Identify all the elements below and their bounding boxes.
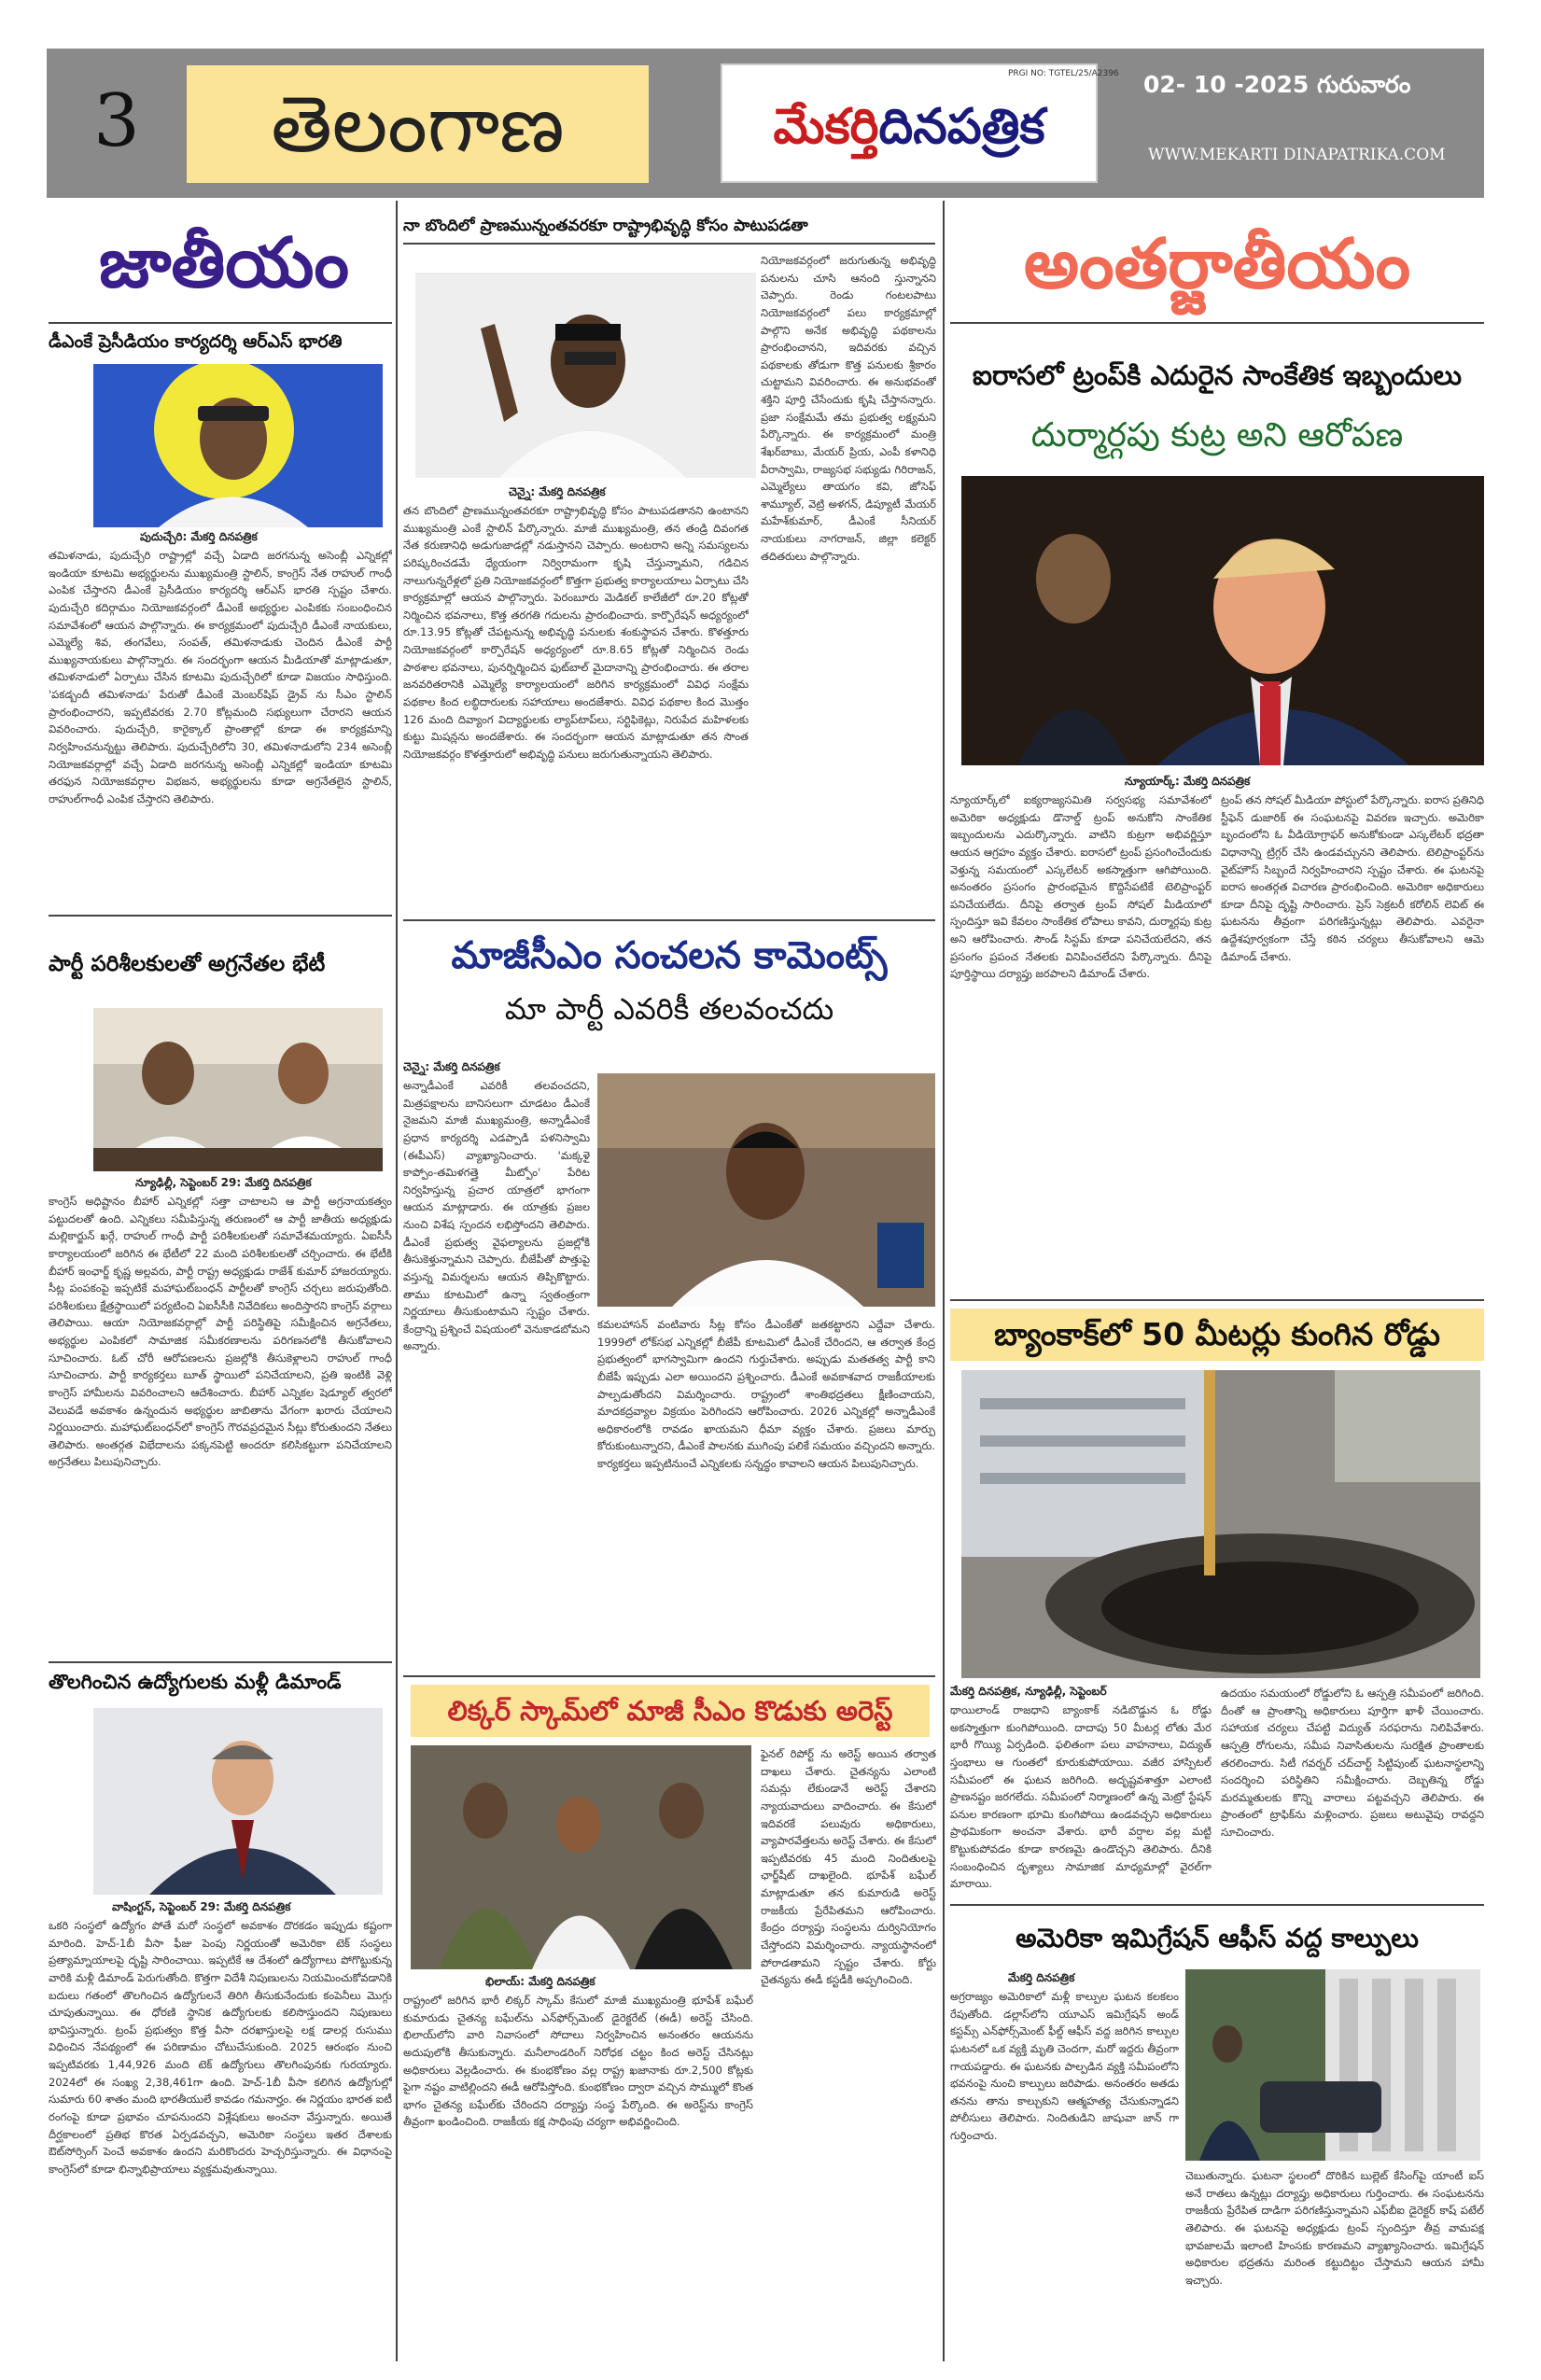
body-layoffs: ఒకరి సంస్థలో ఉద్యోగం పోతే మరో సంస్థలో అవకాశం దొరకడం ఇప్పుడు కష్టంగా మారింది. హెచ్-1బీ వీసా ఫీజు పెంపు నిర్ణయంతో అమెరికా టెక్ సంస్థలు ప్రత్యామ్నాయాలపై దృష్టి సారించాయి. ఇప్పటికే ఆ దేశంలో ఉద్యోగాలు పోగొట్టుకున్న వారికి మళ్లీ డిమాండ్ పెరుగుతోంది. కొత్తగా విదేశీ నిపుణులను నియమించుకోవడానికి బదులు గతంలో తొలగించిన ఉద్యోగులనే తిరిగి తీసుకునేందుకు కంపెనీలు మొగ్గు చూపుతున్నాయి. ఈ ధోరణి స్థానిక ఉద్యోగులకు కలిసొస్తుందని నిపుణులు భావిస్తున్నారు. ట్రంప్ ప్రభుత్వం కొత్త వీసా దరఖాస్తులపై లక్ష డాలర్ల రుసుము విధించిన నేపథ్యంలో ఈ పరిణామం చోటుచేసుకుంది. 2025 ఆరంభం నుంచి ఇప్పటివరకు 1,44,926 మంది టెక్ ఉద్యోగులు తొలగింపునకు గురయ్యారు. 2024లో ఈ సంఖ్య 2,38,461గా ఉంది. హెచ్-1బీ వీసా కలిగిన ఉద్యోగుల్లో సుమారు 60 శాతం మంది భారతీయులే కావడం గమనార్హం. ఈ నిర్ణయం భారత ఐటీ రంగంపై కూడా ప్రభావం చూపనుందని విశ్లేషకులు అంచనా వేస్తున్నారు. అయితే దీర్ఘకాలంలో ప్రతిభ కొరత ఏర్పడవచ్చని, అమెరికా సంస్థలు ఇతర దేశాలకు ఔట్‌సోర్సింగ్ పెంచే అవకాశం ఉందని మరికొందరు హెచ్చరిస్తున్నారు. ఈ విధానంపై కాంగ్రెస్‌లో కూడా భిన్నాభిప్రాయాలు వ్యక్తమవుతున్నాయి. [49,1919,392,2176]
logo-text-blue: దినపత్రిక [878,99,1045,155]
headline-trump: ఐరాసలో ట్రంప్‌కి ఎదురైన సాంకేతిక ఇబ్బందులు [972,359,1463,391]
divider [950,322,1484,324]
prgi-number: PRGI NO: TGTEL/25/A2396 [1008,69,1119,78]
body-eps-a: అన్నాడీఎంకే ఎవరికీ తలవంచదని, మిత్రపక్షాలను బానిసలుగా చూడటం డీఎంకే నైజమని మాజీ ముఖ్యమంత్రి, అన్నాడీఎంకే ప్రధాన కార్యదర్శి ఎడప్పాడి పళనిస్వామి (ఈపీఎస్) వ్యాఖ్యానించారు. 'మక్కళై కాప్పోం-తమిళగత్తై మీట్పోం' పేరిట నిర్వహిస్తున్న ప్రచార యాత్రలో భాగంగా ఆయన మాట్లాడారు. ఈ యాత్రకు ప్రజల నుంచి విశేష స్పందన లభిస్తోందని తెలిపారు. డీఎంకే ప్రభుత్వ వైఫల్యాలను ప్రజల్లోకి తీసుకెళ్తున్నామని చెప్పారు. బీజేపీతో పొత్తుపై వస్తున్న విమర్శలను ఆయన తిప్పికొట్టారు. తాము కూటమిలో ఉన్నా స్వతంత్రంగా నిర్ణయాలు తీసుకుంటామని స్పష్టం చేశారు. కేంద్రాన్ని ప్రశ్నించే విషయంలో వెనుకాడబోమని అన్నారు. [403,1079,590,1353]
photo-arrest [411,1745,751,1969]
headline-liquor-scam: లిక్కర్ స్కామ్‌లో మాజీ సీఎం కొడుకు అరెస్ట్ [411,1685,930,1737]
photo-immigration [1185,1969,1480,2161]
headline-bangkok: బ్యాంకాక్‌లో 50 మీటర్లు కుంగిన రోడ్డు [950,1309,1484,1361]
body-bangkok-a: థాయిలాండ్ రాజధాని బ్యాంకాక్ నడిబొడ్డున ఓ రోడ్డు అకస్మాత్తుగా కుంగిపోయింది. దాదాపు 50 మీటర్ల లోతు మేర భారీ గొయ్యి ఏర్పడింది. ఫలితంగా పలు వాహనాలు, విద్యుత్ స్తంభాలు ఆ గుంతలో కూరుకుపోయాయి. వజీర హాస్పిటల్ సమీపంలో ఈ ఘటన జరిగింది. అదృష్టవశాత్తూ ఎలాంటి ప్రాణనష్టం జరగలేదు. సమీపంలో నిర్మాణంలో ఉన్న మెట్రో స్టేషన్ పనుల కారణంగా భూమి కుంగిపోయి ఉండవచ్చని అధికారులు ప్రాథమికంగా అంచనా వేశారు. భారీ వర్షాల వల్ల మట్టి కొట్టుకుపోవడం కూడా కారణమై ఉండొచ్చని తెలిపారు. దీనికి సంబంధించిన దృశ్యాలు సామాజిక మాధ్యమాల్లో వైరల్‌గా మారాయి. [950,1703,1212,1891]
website-link[interactable]: WWW.MEKARTI DINAPATRIKA.COM [1148,146,1446,164]
body-immigration-b: చెబుతున్నారు. ఘటనా స్థలంలో దొరికిన బుల్లెట్ కేసింగ్‌పై యాంటీ ఐస్ అనే రాతలు ఉన్నట్లు దర్యాప్తు అధికారులు గుర్తించారు. ఈ సంఘటనను రాజకీయ ప్రేరేపిత దాడిగా పరిగణిస్తున్నామని ఎఫ్‌బీఐ డైరెక్టర్ కాష్ పటేల్ తెలిపారు. ఈ ఘటనపై అధ్యక్షుడు ట్రంప్ స్పందిస్తూ తీవ్ర వామపక్ష భావజాలమే ఇలాంటి హింసకు కారణమని వ్యాఖ్యానించారు. ఇమిగ్రేషన్ అధికారుల భద్రతను మరింత కట్టుదిట్టం చేస్తామని ఆయన హామీ ఇచ్చారు. [1185,2169,1484,2287]
divider [403,919,935,921]
caption-eps: చెన్నై: మేకర్తి దినపత్రిక [403,1060,500,1073]
body-party-meeting: కాంగ్రెస్ అధిష్టానం బీహార్ ఎన్నికల్లో సత్తా చాటాలని ఆ పార్టీ అగ్రనాయకత్వం పట్టుదలతో ఉంది. ఎన్నికలు సమీపిస్తున్న తరుణంలో ఆ పార్టీ జాతీయ అధ్యక్షుడు మల్లికార్జున్ ఖర్గే, రాహుల్ గాంధీ పార్టీ పరిశీలకులతో సమావేశమయ్యారు. ఏఐసీసీ కార్యాలయంలో జరిగిన ఈ భేటీలో 22 మంది పరిశీలకులతో చర్చించారు. ఈ భేటీకి బీహార్ ఇంఛార్జ్ కృష్ణ అల్లవరు, పార్టీ రాష్ట్ర అధ్యక్షుడు రాజేశ్ కుమార్ హాజరయ్యారు. సీట్ల పంపకంపై ఇప్పటికే మహాఘట్‌బంధన్ పార్టీలతో కాంగ్రెస్ చర్చలు జరుపుతోంది. పరిశీలకులు క్షేత్రస్థాయిలో పర్యటించి ఏఐసీసీకి నివేదికలు అందిస్తారని కాంగ్రెస్ వర్గాలు తెలిపాయి. ఆయా నియోజకవర్గాల్లో పార్టీ పరిస్థితిపై సమీక్షించిన అగ్రనేతలు, అభ్యర్థుల ఎంపికలో సామాజిక సమీకరణాలను పరిగణనలోకి తీసుకోవాలని సూచించారు. ఓట్ చోరీ ఆరోపణలను ప్రజల్లోకి తీసుకెళ్లాలని రాహుల్ గాంధీ సూచించారు. పార్టీ కార్యకర్తలు బూత్ స్థాయిలో పనిచేయాలని, ప్రతి ఇంటికి వెళ్లి కాంగ్రెస్ హామీలను వివరించాలని ఆదేశించారు. బీహార్ ఎన్నికల షెడ్యూల్ త్వరలో వెలువడే అవకాశం ఉన్నందున అభ్యర్థుల జాబితాను వేగంగా ఖరారు చేయాలని నిర్ణయించారు. మహాఘట్‌బంధన్‌లో కాంగ్రెస్ గౌరవప్రదమైన సీట్లు కోరుతుందని నేతలు తెలిపారు. అంతర్గత విభేదాలను పక్కనపెట్టి అందరూ కలిసికట్టుగా పనిచేయాలని అగ్రనేతలు పిలుపునిచ్చారు. [49,1195,392,1469]
photo-trump [961,476,1484,765]
divider [49,322,392,324]
caption-immigration: మేకర్తి దినపత్రిక [1008,1971,1075,1984]
divider [950,1904,1484,1906]
logo-text-red: మేకర్తి [773,99,879,155]
section-international: అంతర్జాతీయం [1023,224,1411,304]
body-trump-a: న్యూయార్క్‌లో ఐక్యరాజ్యసమితి సర్వసభ్య సమావేశంలో అమెరికా అధ్యక్షుడు డొనాల్డ్ ట్రంప్ అనుకోని సాంకేతిక ఇబ్బందులను ఎదుర్కొన్నారు. వాటిని కుట్రగా అభివర్ణిస్తూ ఆయన ఆగ్రహం వ్యక్తం చేశారు. ఐరాసలో ట్రంప్ ప్రసంగించేందుకు వెళ్తున్న సమయంలో ఎస్కలేటర్ అకస్మాత్తుగా ఆగిపోయింది. అనంతరం ప్రసంగం ప్రారంభమైన కొద్దిసేపటికే టెలిప్రాంప్టర్ పనిచేయలేదు. దీనిపై తర్వాత ట్రంప్ సోషల్ మీడియాలో స్పందిస్తూ ఇవి కేవలం సాంకేతిక లోపాలు కావని, దుర్మార్గపు కుట్ర అని ఆరోపించారు. సౌండ్ సిస్టమ్ కూడా పనిచేయలేదని, తన ప్రసంగం ప్రపంచ నేతలకు వినిపించలేదని పేర్కొన్నారు. దీనిపై పూర్తిస్థాయి దర్యాప్తు జరపాలని డిమాండ్ చేశారు. [950,793,1212,981]
page-number: 3 [93,79,140,163]
photo-stalin [415,273,756,478]
photo-executive [93,1708,383,1895]
column-divider [396,201,398,2361]
caption-layoffs: వాషింగ్టన్, సెప్టెంబర్ 29: మేకర్తి దినపత్రిక [112,1900,291,1913]
headline-eps: మాజీసీఎం సంచలన కామెంట్స్ [451,934,888,977]
caption-trump: న్యూయార్క్: మేకర్తి దినపత్రిక [1125,775,1251,788]
subheadline-eps: మా పార్టీ ఎవరికీ తలవంచదు [504,991,834,1027]
headline-bharati: డీఎంకే ప్రెసీడియం కార్యదర్శి ఆర్ఎస్ భారతి [49,331,343,352]
photo-eps [597,1073,935,1307]
body-immigration-a: అగ్రరాజ్యం అమెరికాలో మళ్లీ కాల్పుల ఘటన కలకలం రేపుతోంది. డల్లాస్‌లోని యూఎస్ ఇమిగ్రేషన్ అండ్ కస్టమ్స్ ఎన్‌ఫోర్స్‌మెంట్ ఫీల్డ్ ఆఫీస్ వద్ద జరిగిన కాల్పుల ఘటనలో ఒక వ్యక్తి మృతి చెందగా, మరో ఇద్దరు తీవ్రంగా గాయపడ్డారు. ఈ ఘటనకు పాల్పడిన వ్యక్తి సమీపంలోని భవనంపై నుంచి కాల్పులు జరిపాడు. అనంతరం అతడు తనను తాను కాల్చుకుని ఆత్మహత్య చేసుకున్నాడని పోలీసులు తెలిపారు. నిందితుడిని జాషువా జాన్ గా గుర్తించారు. [950,1990,1179,2142]
body-bharati: తమిళనాడు, పుదుచ్చేరి రాష్ట్రాల్లో వచ్చే ఏడాది జరగనున్న అసెంబ్లీ ఎన్నికల్లో ఇండియా కూటమి అభ్యర్థులను ముఖ్యమంత్రి స్టాలిన్, కాంగ్రెస్ నేత రాహుల్ గాంధీ ఎంపిక చేస్తారని డీఎంకే ప్రెసీడియం కార్యదర్శి ఆర్ఎస్ భారతి స్పష్టం చేశారు. పుదుచ్చేరి కదిర్గామం నియోజకవర్గంలో డీఎంకే అభ్యర్థుల ఎంపికకు సంబంధించిన సమావేశంలో ఆయన పాల్గొన్నారు. ఈ కార్యక్రమంలో పుదుచ్చేరి డీఎంకే నాయకులు, ఎమ్మెల్యే శివ, తంగవేలు, సంపత్, తమిళనాడుకు చెందిన డీఎంకే పార్టీ ముఖ్యనాయకులు పాల్గొన్నారు. ఈ సందర్భంగా ఆయన మీడియాతో మాట్లాడుతూ, తమిళనాడులో ఏర్పాటు చేసిన కూటమి పుదుచ్చేరిలో కూడా విజయం సాధిస్తుంది. 'పకడ్బందీ తమిళనాడు' పేరుతో డీఎంకే మెంబర్‌షిప్ డ్రైవ్ ను సీఎం స్టాలిన్ ప్రారంభించారని, ఇప్పటివరకు 2.70 కోట్లమంది సభ్యులుగా చేరారని ఆయన వివరించారు. పుదుచ్చేరి, కారైక్కాల్ ప్రాంతాల్లో కూడా ఈ కార్యక్రమాన్ని నిర్వహించనున్నట్టు తెలిపారు. పుదుచ్చేరిలోని 30, తమిళనాడులోని 234 అసెంబ్లీ నియోజకవర్గాల్లో వచ్చే ఏడాది జరగనున్న అసెంబ్లీ ఎన్నికల్లో ఇండియా కూటమి తరఫున నియోజకవర్గాల విభజన, అభ్యర్థులను కూడా అగ్రనేతలైన స్టాలిన్, రాహుల్‌గాంధీ ఎంపిక చేస్తారని తెలిపారు. [49,549,392,805]
headline-immigration: అమెరికా ఇమిగ్రేషన్ ఆఫీస్ వద్ద కాల్పులు [1016,1923,1419,1953]
divider [49,915,392,917]
caption-stalin: చెన్నై: మేకర్తి దినపత్రిక [509,485,606,498]
body-stalin-a: తన బొందిలో ప్రాణమున్నంతవరకూ రాష్ట్రాభివృద్ధి కోసం పాటుపడతానని ఉంటానని ముఖ్యమంత్రి ఎంకే స్టాలిన్ పేర్కొన్నారు. మాజీ ముఖ్యమంత్రి, తన తండ్రి దివంగత నేత కరుణానిధి అడుగుజాడల్లో నడుస్తానని చెప్పారు. అంటరాని అన్ని సమస్యలను పరిష్కరించడమే ధ్యేయంగా నిర్విరామంగా కృషి చేస్తున్నామని, గడిచిన నాలుగున్నరేళ్లలో ప్రతి నియోజకవర్గంలో కొత్తగా ప్రభుత్వ కార్యాలయాలు ఏర్పాటు చేసి కార్యక్రమాల్లో ఆయన పాల్గొన్నారు. పెరంబూరు మెడికల్ కాలేజీలో రూ.20 కోట్లతో నిర్మించిన భవనాలు, కొత్త తరగతి గదులను ప్రారంభించారు. కార్పొరేషన్ అధ్యర్యంలో రూ.13.95 కోట్లతో చేపట్టనున్న అభివృద్ధి పనులకు శంకుస్థాపన చేశారు. కొళత్తూరు నియోజకవర్గంలో కార్పొరేషన్ అధ్యర్యంలో రూ.8.65 కోట్లతో నిర్మించిన రెండు పాఠశాల భవనాలు, పునర్నిర్మించిన ఫుట్‌బాల్ మైదానాన్ని ప్రారంభించారు. ఈ తరాల జనవరితరానికి ఎమ్మెల్యే కార్యాలయంలో జరిగిన కార్యక్రమంలో వివిధ సంక్షేమ పథకాల కింద లబ్ధిదారులకు సహాయాలు అందజేశారు. వివిధ పథకాల కింద మొత్తం 126 మంది దివ్యాంగ విద్యార్థులకు ల్యాప్‌టాప్‌లు, సర్టిఫికెట్లు, నిరుపేద మహిళలకు కుట్టు మిషన్లను అందజేశారు. ఈ సందర్భంగా ఆయన మాట్లాడుతూ తన సొంత నియోజకవర్గం కొళత్తూరులో అభివృద్ధి పనులు జరుగుతున్నాయని తెలిపారు. [403,504,749,761]
subheadline-trump: దుర్మార్గపు కుట్ర అని ఆరోపణ [1030,416,1404,455]
column-divider [943,201,945,2361]
section-national: జాతీయం [99,223,349,303]
body-trump-b: ట్రంప్ తన సోషల్ మీడియా పోస్టులో పేర్కొన్నారు. ఐరాస ప్రతినిధి స్టీఫెన్ డుజారిక్ ఈ సంఘటనపై వివరణ ఇచ్చారు. అమెరికా బృందంలోని ఓ వీడియోగ్రాఫర్ అనుకోకుండా ఎస్కలేటర్ భద్రతా విధానాన్ని ట్రిగ్గర్ చేసి ఉండవచ్చునని తెలిపారు. టెలిప్రాంప్టర్‌ను వైట్‌హౌస్ సిబ్బందే నిర్వహించారని స్పష్టం చేశారు. ఈ ఘటనపై ఐరాస అంతర్గత విచారణ ప్రారంభించింది. అమెరికా అధికారులు కూడా దీనిపై దృష్టి సారించారు. ప్రెస్ సెక్రటరీ కరోలిన్ లెవిట్ ఈ ఘటనను తీవ్రంగా పరిగణిస్తున్నట్లు తెలిపారు. ఎవరైనా ఉద్దేశపూర్వకంగా చేస్తే కఠిన చర్యలు తీసుకోవాలని ఆమె డిమాండ్ చేశారు. [1221,793,1484,963]
headline-stalin: నా బొందిలో ప్రాణమున్నంతవరకూ రాష్ట్రాభివృద్ధి కోసం పాటుపడతా [403,217,808,235]
body-eps-b: కమలహాసన్ వంటివారు సీట్ల కోసం డీఎంకేతో జతకట్టారని ఎద్దేవా చేశారు. 1999లో లోక్‌సభ ఎన్నికల్లో బీజేపీ కూటమిలో డీఎంకే చేరిందని, ఆ తర్వాత కేంద్ర ప్రభుత్వంలో భాగస్వామిగా ఉందని గుర్తుచేశారు. అప్పుడు మతతత్వ పార్టీ కాని బీజేపీ ఇప్పుడు ఎలా అయిందని ప్రశ్నించారు. డీఎంకే అవకాశవాద రాజకీయాలకు పాల్పడుతోందని విమర్శించారు. రాష్ట్రంలో శాంతిభద్రతలు క్షీణించాయని, మాదకద్రవ్యాల విక్రయం పెరిగిందని ఆరోపించారు. 2026 ఎన్నికల్లో అన్నాడీఎంకే అధికారంలోకి రావడం ఖాయమని ధీమా వ్యక్తం చేశారు. ప్రజలు మార్పు కోరుకుంటున్నారని, డీఎంకే పాలనకు ముగింపు పలికే సమయం వచ్చిందని అన్నారు. కార్యకర్తలు ఇప్పటినుంచే ఎన్నికలకు సన్నద్ధం కావాలని ఆయన పిలుపునిచ్చారు. [597,1318,935,1470]
photo-bharati [93,364,383,527]
caption-party-meeting: న్యూఢిల్లీ, సెప్టెంబర్ 29: మేకర్తి దినపత్రిక [135,1176,312,1189]
body-bangkok-b: ఉదయం సమయంలో రోడ్డులోని ఓ ఆస్పత్రి సమీపంలో జరిగింది. దీంతో ఆ ప్రాంతాన్ని అధికారులు పూర్తిగా ఖాళీ చేయించారు. సహాయక చర్యలు చేపట్టి విద్యుత్ సరఫరాను నిలిపివేశారు. ఆస్పత్రి రోగులను, సమీప నివాసితులను సురక్షిత ప్రాంతాలకు తరలించారు. సిటీ గవర్నర్ చద్‌చార్ట్ సిట్టిపుంట్ ఘటనాస్థలాన్ని సందర్శించి పరిస్థితిని సమీక్షించారు. దెబ్బతిన్న రోడ్డు మరమ్మతులకు కొన్ని వారాలు పట్టవచ్చని తెలిపారు. ఈ ప్రాంతంలో ట్రాఫిక్‌ను మళ్లించారు. ప్రజలు అటువైపు రావద్దని సూచించారు. [1221,1687,1484,1839]
body-stalin-b: నియోజకవర్గంలో జరుగుతున్న అభివృద్ధి పనులను చూసి ఆనంది స్తున్నానని చెప్పారు. రెండు గంటలపాటు నియోజకవర్గంలో పలు కార్యక్రమాల్లో పాల్గొని అనేక అభివృద్ధి పథకాలను ప్రారంభించానని, ఇదివరకు వచ్చిన పథకాలకు తోడుగా కొత్త పనులకు శ్రీకారం చుట్టామని వివరించారు. ఈ అనుభవంతో శక్తిని పూర్తి చేసేందుకు కృషి చేస్తానన్నారు. ప్రజా సంక్షేమమే తమ ప్రభుత్వ లక్ష్యమని పేర్కొన్నారు. ఈ కార్యక్రమంలో మంత్రి శేఖర్‌బాబు, మేయర్ ప్రియ, ఎంపీ కళానిధి వీరాస్వామి, రాజ్యసభ సభ్యుడు గిరిరాజన్, ఎమ్మెల్యేలు తాయగం కవి, జోసెఫ్ శామ్యూల్, వెట్రి అళగన్, డిప్యూటీ మేయర్ మహేశ్‌కుమార్, డీఎంకే సీనియర్ నాయకులు నాగరాజన్, జిల్లా కలెక్టర్ తదితరులు పాల్గొన్నారు. [761,254,936,563]
logo-text [724,90,1094,164]
body-arrest-b: ఫైనల్ రిపోర్ట్ ను అరెస్ట్ అయిన తర్వాత దాఖలు చేశారు. చైతన్యను ఎలాంటి సమన్లు లేకుండానే అరెస్ట్ చేశారని న్యాయవాదులు వాదించారు. ఈ కేసులో ఇదివరకే పలువురు అధికారులు, వ్యాపారవేత్తలను అరెస్ట్ చేశారు. ఈ కేసులో ఇప్పటివరకు 45 మంది నిందితులపై ఛార్జ్‌షీట్ దాఖలైంది. భూపేశ్ బఘేల్ మాట్లాడుతూ తన కుమారుడి అరెస్ట్ రాజకీయ ప్రేరేపితమని ఆరోపించారు. కేంద్రం దర్యాప్తు సంస్థలను దుర్వినియోగం చేస్తోందని విమర్శించారు. న్యాయస్థానంలో పోరాడతామని స్పష్టం చేశారు. కోర్టు చైతన్యను ఈడీ కస్టడీకి అప్పగించింది. [761,1747,936,1987]
caption-bangkok: మేకర్తి దినపత్రిక, న్యూఢిల్లీ, సెప్టెంబర్ [950,1685,1107,1698]
body-arrest-a: రాష్ట్రంలో జరిగిన భారీ లిక్కర్ స్కామ్ కేసులో మాజీ ముఖ్యమంత్రి భూపేశ్ బఘేల్ కుమారుడు చైతన్య బఘేల్‌ను ఎన్‌ఫోర్స్‌మెంట్ డైరెక్టరేట్ (ఈడీ) అరెస్ట్ చేసింది. భిలాయ్‌లోని వారి నివాసంలో సోదాలు నిర్వహించిన అనంతరం ఆయనను అదుపులోకి తీసుకున్నారు. మనీలాండరింగ్ నిరోధక చట్టం కింద అరెస్ట్ చేసినట్లు అధికారులు వెల్లడించారు. ఈ కుంభకోణం వల్ల రాష్ట్ర ఖజానాకు రూ.2,500 కోట్లకు పైగా నష్టం వాటిల్లిందని ఈడీ ఆరోపిస్తోంది. కుంభకోణం ద్వారా వచ్చిన సొమ్ములో కొంత భాగం చైతన్య బఘేల్‌కు చేరిందని దర్యాప్తు సంస్థ పేర్కొంది. ఈ అరెస్ట్‌ను కాంగ్రెస్ తీవ్రంగా ఖండించింది. రాజకీయ కక్ష సాధింపు చర్యగా అభివర్ణించింది. [403,1994,753,2129]
photo-sinkhole [961,1370,1480,1678]
caption-bharati: పుదుచ్చేరి: మేకర్తి దినపత్రిక [140,530,258,543]
divider [403,243,935,245]
state-label: తెలంగాణ [187,65,649,183]
divider [403,1675,935,1677]
divider [49,1661,392,1663]
headline-layoffs: తొలగించిన ఉద్యోగులకు మళ్లీ డిమాండ్ [49,1671,342,1693]
photo-kharge-rahul [93,1008,383,1171]
headline-party-meeting: పార్టీ పరిశీలకులతో అగ్రనేతల భేటీ [49,952,326,976]
issue-date: 02- 10 -2025 గురువారం [1143,71,1411,98]
caption-arrest: భిలాయ్: మేకర్తి దినపత్రిక [485,1975,595,1988]
divider [950,1299,1484,1301]
